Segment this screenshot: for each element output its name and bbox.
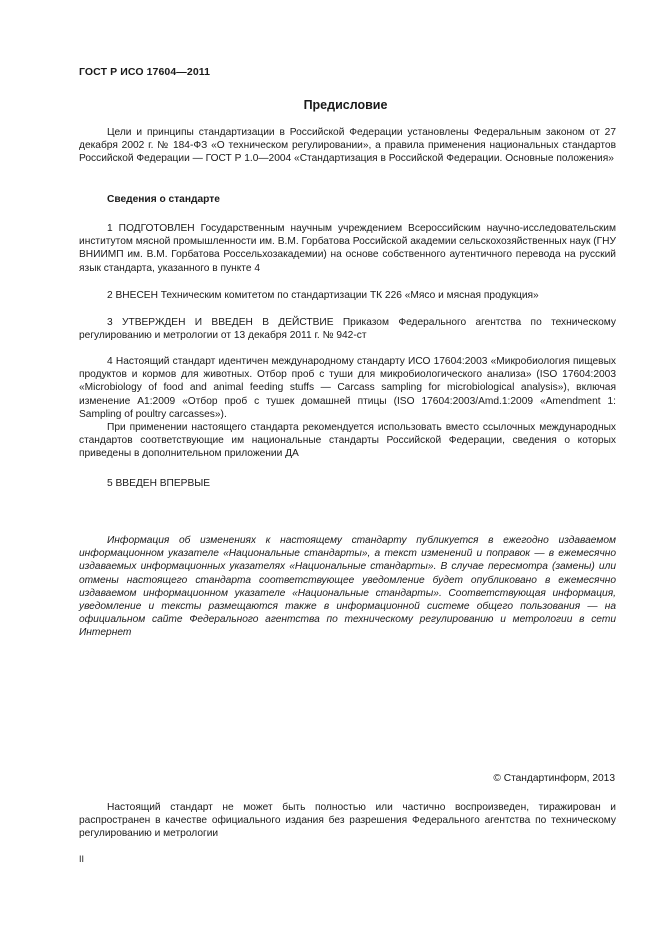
item-1-paragraph: 1 ПОДГОТОВЛЕН Государственным научным учреждением Всероссийским научно-исследовательским институтом мясной промышленности им. В.М. Горбатова Российской академии сельскохозяйственных наук (ГНУ ВНИИМП им. В.М. Горбатова Россельхозакадемии) на основе собственного аутентичного перевода на русский язык стандарта, указанного в пункте 4 xyxy=(79,223,616,274)
item-1-block xyxy=(79,222,616,275)
page-number: II xyxy=(79,854,85,864)
page-title: Предисловие xyxy=(303,98,388,112)
item-5-paragraph: 5 ВВЕДЕН ВПЕРВЫЕ xyxy=(107,478,211,489)
item-4-paragraph: 4 Настоящий стандарт идентичен международному стандарту ИСО 17604:2003 «Микробиология пищевых продуктов и кормов для животных. Отбор проб с туши для микробиологического анализа» (ISO 17604:2003 «Microbiology of food and animal feeding stuffs — Carcass sampling for microbiological analysis»), включая изменение А1:2009 «Отбор проб с тушек домашней птицы (ISO 17604:2003/Amd.1:2009 «Amendment 1: Sampling of poultry carcasses»). xyxy=(79,356,616,420)
info-notice-paragraph: Информация об изменениях к настоящему стандарту публикуется в ежегодно издаваемом информационном указателе «Национальные стандарты», а текст изменений и поправок — в ежемесячно издаваемых информационных указателях «Национальные стандарты». В случае пересмотра (замены) или отмены настоящего стандарта соответствующее уведомление будет опубликовано в ежемесячно издаваемом информационном указателе «Национальные стандарты». Соответствующая информация, уведомление и тексты размещаются также в информационной системе общего пользования — на официальном сайте Федерального агентства по техническому регулированию и метрологии в сети Интернет xyxy=(79,535,616,639)
info-notice-block xyxy=(79,534,616,640)
copyright-line: © Стандартинформ, 2013 xyxy=(493,773,615,784)
intro-paragraph-block xyxy=(79,126,616,166)
item-4-block xyxy=(79,355,616,461)
item-3-block xyxy=(79,316,616,342)
reproduction-notice-paragraph: Настоящий стандарт не может быть полностью или частично воспроизведен, тиражирован и распространен в качестве официального издания без разрешения Федерального агентства по техническому регулированию и метрологии xyxy=(79,802,616,840)
reproduction-notice-block xyxy=(79,801,616,841)
item-2-block xyxy=(79,289,616,302)
intro-paragraph: Цели и принципы стандартизации в Российской Федерации установлены Федеральным законом от 27 декабря 2002 г. № 184-ФЗ «О техническом регулировании», а правила применения национальных стандартов Российской Федерации — ГОСТ Р 1.0—2004 «Стандартизация в Российской Федерации. Основные положения» xyxy=(79,127,616,165)
standard-info-subheading: Сведения о стандарте xyxy=(107,194,220,205)
item-2-paragraph: 2 ВНЕСЕН Техническим комитетом по стандартизации ТК 226 «Мясо и мясная продукция» xyxy=(107,290,539,301)
item-5-block xyxy=(79,477,616,490)
item-4-note-paragraph: При применении настоящего стандарта рекомендуется использовать вместо ссылочных международных стандартов соответствующие им национальные стандарты Российской Федерации, сведения о которых приведены в дополнительном приложении ДА xyxy=(79,422,616,460)
document-header: ГОСТ Р ИСО 17604—2011 xyxy=(79,66,211,78)
item-3-paragraph: 3 УТВЕРЖДЕН И ВВЕДЕН В ДЕЙСТВИЕ Приказом Федерального агентства по техническому регулированию и метрологии от 13 декабря 2011 г. № 942-ст xyxy=(79,317,616,342)
